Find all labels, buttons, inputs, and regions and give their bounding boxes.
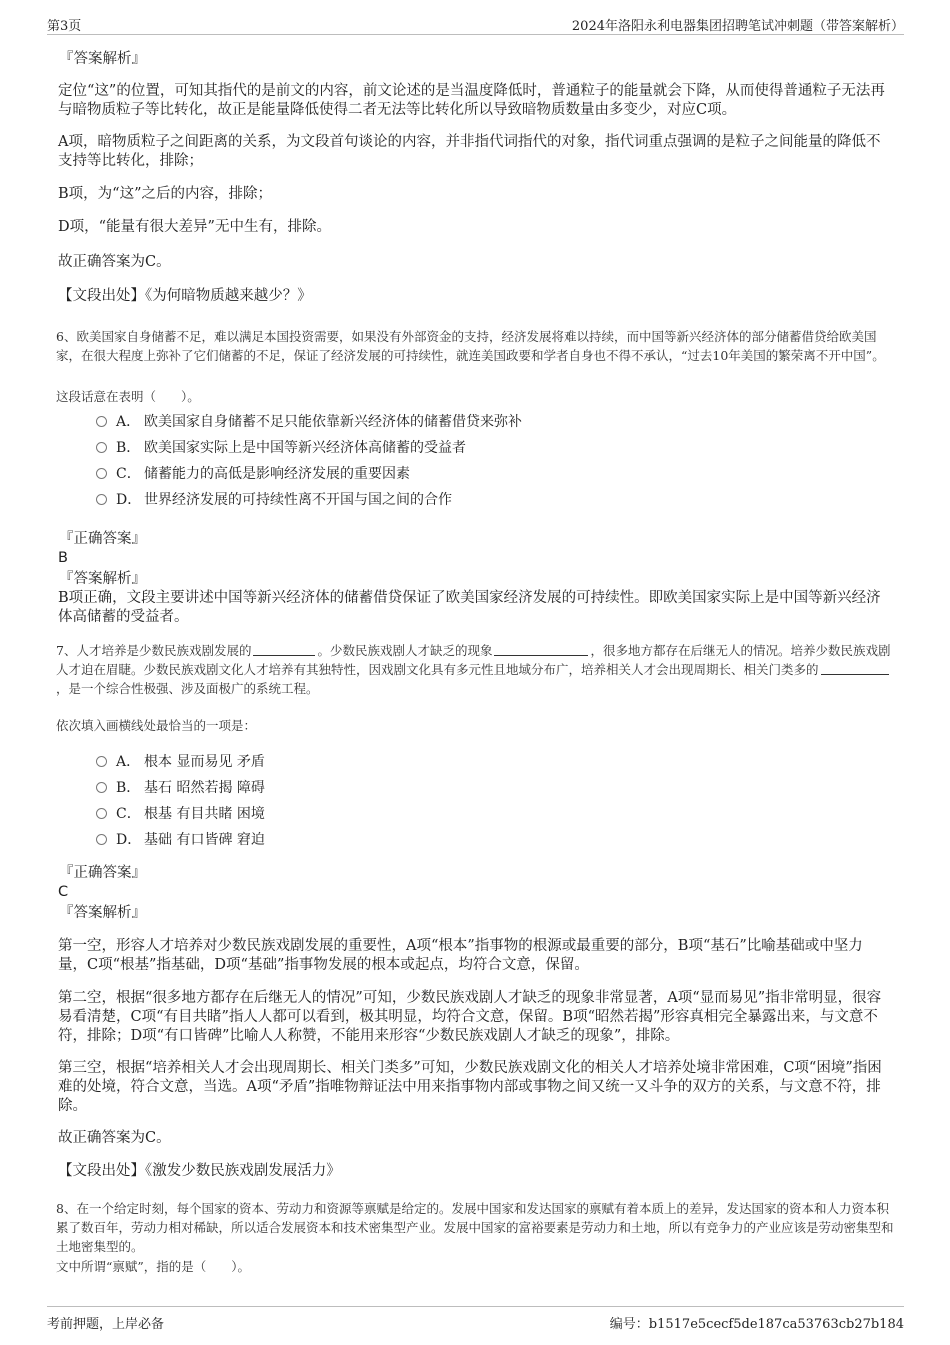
- option-a[interactable]: A． 根本 显而易见 矛盾: [96, 751, 265, 771]
- radio-icon[interactable]: [96, 416, 107, 427]
- option-d[interactable]: D． 基础 有口皆碑 窘迫: [96, 829, 265, 849]
- radio-icon[interactable]: [96, 494, 107, 505]
- question-stem: 8、在一个给定时刻，每个国家的资本、劳动力和资源等禀赋是给定的。发展中国家和发达国家的禀赋有着本质上的差异，发达国家的资本和人力资本积累了数百年，劳动力相对稀缺，所以适合发展资本和技术密集型产业。发展中国家的富裕要素是劳动力和土地，所以有竞争力的产业应该是劳动密集型和土地密集型的。: [56, 1201, 894, 1254]
- option-b[interactable]: B． 欧美国家实际上是中国等新兴经济体高储蓄的受益者: [96, 437, 466, 457]
- analysis-paragraph: B项正确，文段主要讲述中国等新兴经济体的储蓄借贷保证了欧美国家经济发展的可持续性。即欧美国家实际上是中国等新兴经济体高储蓄的受益者。: [58, 590, 881, 625]
- option-d[interactable]: D． 世界经济发展的可持续性离不开国与国之间的合作: [96, 489, 452, 509]
- fill-blank-2: [494, 643, 588, 656]
- page-header: [47, 12, 904, 35]
- answer-conclusion: 故正确答案为C。: [58, 254, 171, 270]
- correct-answer-heading: 『正确答案』: [59, 531, 146, 547]
- option-c[interactable]: C． 根基 有目共睹 困境: [96, 803, 265, 823]
- option-a[interactable]: A． 欧美国家自身储蓄不足只能依靠新兴经济体的储蓄借贷来弥补: [96, 411, 522, 431]
- analysis-paragraph: A项，暗物质粒子之间距离的关系，为文段首句谈论的内容，并非指代词指代的对象，指代词重点强调的是粒子之间能量的降低不支持等比转化，排除；: [58, 134, 881, 169]
- analysis-heading: 『答案解析』: [59, 51, 146, 67]
- radio-icon[interactable]: [96, 756, 107, 767]
- question-prompt: 文中所谓“禀赋”，指的是（ ）。: [56, 1259, 251, 1274]
- fill-blank-3: [821, 662, 889, 675]
- radio-icon[interactable]: [96, 442, 107, 453]
- analysis-paragraph: 第一空，形容人才培养对少数民族戏剧发展的重要性，A项“根本”指事物的根源或最重要的部分，B项“基石”比喻基础或中坚力量，C项“根基”指基础，D项“基础”指事物发展的根本或起点，均符合文意，保留。: [58, 938, 863, 973]
- question-stem: 6、欧美国家自身储蓄不足，难以满足本国投资需要，如果没有外部资金的支持，经济发展将难以持续，而中国等新兴经济体的部分储蓄借贷给欧美国家，在很大程度上弥补了它们储蓄的不足，保证了经济发展的可持续性，就连美国政要和学者自身也不得不承认，“过去10年美国的繁荣离不开中国”。: [56, 329, 885, 363]
- document-title: 2024年洛阳永利电器集团招聘笔试冲刺题（带答案解析）: [571, 19, 904, 34]
- analysis-heading: 『答案解析』: [59, 571, 146, 587]
- radio-icon[interactable]: [96, 468, 107, 479]
- footer-slogan: 考前押题，上岸必备: [47, 1317, 165, 1332]
- fill-blank-1: [253, 643, 315, 656]
- source-citation: 【文段出处】《激发少数民族戏剧发展活力》: [58, 1163, 341, 1179]
- question-stem: 7、人才培养是少数民族戏剧发展的 。少数民族戏剧人才缺乏的现象 ，很多地方都存在后继无人的情况。培养少数民族戏剧人才迫在眉睫。少数民族戏剧文化人才培养有其独特性，因戏剧文化具有多元性且地域分布广，培养相关人才会出现周期长、相关门类多的，是一个综合性极强、涉及面极广的系统工程。: [56, 643, 891, 696]
- analysis-heading: 『答案解析』: [59, 905, 146, 921]
- document-id: 编号：b1517e5cecf5de187ca53763cb27b184: [609, 1317, 904, 1332]
- analysis-paragraph: 第三空，根据“培养相关人才会出现周期长、相关门类多”可知，少数民族戏剧文化的相关人才培养处境非常困难，C项“困境”指困难的处境，符合文意，当选。A项“矛盾”指唯物辩证法中用来指事物内部或事物之间又统一又斗争的双方的关系，与文意不符，排除。: [58, 1060, 882, 1114]
- question-prompt: 依次填入画横线处最恰当的一项是：: [56, 718, 257, 733]
- source-citation: 【文段出处】《为何暗物质越来越少？》: [58, 288, 312, 304]
- answer-conclusion: 故正确答案为C。: [58, 1130, 171, 1146]
- radio-icon[interactable]: [96, 782, 107, 793]
- analysis-paragraph: 第二空，根据“很多地方都存在后继无人的情况”可知，少数民族戏剧人才缺乏的现象非常显著，A项“显而易见”指非常明显，很容易看清楚，C项“有目共睹”指人人都可以看到，极其明显，均符合文意，保留。B项“昭然若揭”形容真相完全暴露出来，与文意不符，排除；D项“有口皆碑”比喻人人称赞，不能用来形容“少数民族戏剧人才缺乏的现象”，排除。: [58, 990, 882, 1044]
- radio-icon[interactable]: [96, 808, 107, 819]
- analysis-paragraph: 定位“这”的位置，可知其指代的是前文的内容，前文论述的是当温度降低时，普通粒子的能量就会下降，从而使得普通粒子无法再与暗物质粒子等比转化，故正是能量降低使得二者无法等比转化所以导致暗物质数量由多变少，对应C项。: [58, 83, 885, 118]
- page-number: 第3页: [47, 19, 82, 34]
- correct-answer: C: [58, 884, 69, 900]
- option-b[interactable]: B． 基石 昭然若揭 障碍: [96, 777, 265, 797]
- correct-answer-heading: 『正确答案』: [59, 865, 146, 881]
- analysis-paragraph: D项，“能量有很大差异”无中生有，排除。: [58, 219, 331, 235]
- analysis-paragraph: B项，为“这”之后的内容，排除；: [58, 186, 272, 202]
- radio-icon[interactable]: [96, 834, 107, 845]
- question-prompt: 这段话意在表明（ ）。: [56, 389, 200, 404]
- page-footer: [47, 1306, 904, 1332]
- correct-answer: B: [58, 550, 68, 566]
- option-c[interactable]: C． 储蓄能力的高低是影响经济发展的重要因素: [96, 463, 410, 483]
